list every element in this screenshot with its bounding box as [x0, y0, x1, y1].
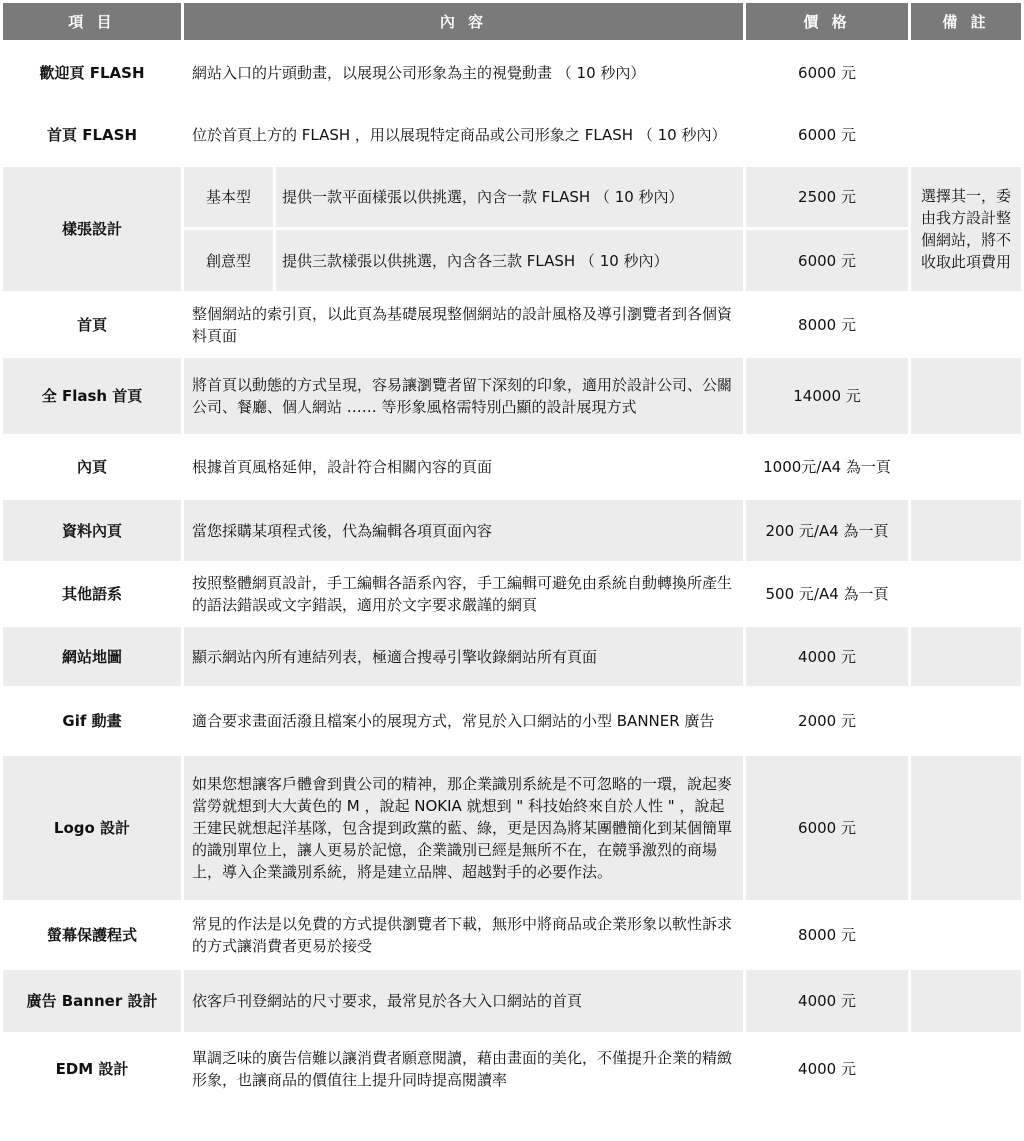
row-content: 適合要求畫面活潑且檔案小的展現方式，常見於入口網站的小型 BANNER 廣告: [184, 689, 743, 753]
row-price: 2500 元: [746, 167, 908, 227]
row-price: 8000 元: [746, 294, 908, 355]
row-item: 樣張設計: [3, 167, 181, 291]
table-header-row: [3, 3, 1021, 40]
table-row: [3, 627, 1021, 686]
row-note: [911, 756, 1021, 900]
header-content: 內 容: [184, 3, 743, 40]
row-content: 單調乏味的廣告信難以讓消費者願意閱讀，藉由畫面的美化，不僅提升企業的精緻形象，也讓商品的價值往上提升同時提高閱讀率: [184, 1035, 743, 1103]
row-note: [911, 437, 1021, 497]
table-row: [3, 105, 1021, 164]
row-content: 將首頁以動態的方式呈現，容易讓瀏覽者留下深刻的印象，適用於設計公司、公關公司、餐廳、個人網站 …… 等形象風格需特別凸顯的設計展現方式: [184, 358, 743, 434]
row-item: 全 Flash 首頁: [3, 358, 181, 434]
row-price: 500 元/A4 為一頁: [746, 564, 908, 624]
row-content: 顯示網站內所有連結列表，極適合搜尋引擎收錄網站所有頁面: [184, 627, 743, 686]
table-row: [3, 689, 1021, 753]
row-note: [911, 105, 1021, 164]
row-price: 4000 元: [746, 970, 908, 1032]
row-item: 其他語系: [3, 564, 181, 624]
sub-option-label: 基本型: [184, 167, 273, 227]
row-item: Gif 動畫: [3, 689, 181, 753]
row-content: 依客戶刊登網站的尺寸要求，最常見於各大入口網站的首頁: [184, 970, 743, 1032]
row-item: Logo 設計: [3, 756, 181, 900]
row-note: [911, 1035, 1021, 1103]
table-row: [3, 437, 1021, 497]
row-note: 選擇其一，委由我方設計整個網站，將不收取此項費用: [911, 167, 1021, 291]
table-row: [3, 1035, 1021, 1103]
row-note: [911, 903, 1021, 967]
header-item: 項 目: [3, 3, 181, 40]
header-price: 價 格: [746, 3, 908, 40]
row-note: [911, 564, 1021, 624]
table-row: [3, 970, 1021, 1032]
row-item: 網站地圖: [3, 627, 181, 686]
row-item: 資料內頁: [3, 500, 181, 561]
row-item: EDM 設計: [3, 1035, 181, 1103]
row-price: 6000 元: [746, 105, 908, 164]
row-price: 6000 元: [746, 756, 908, 900]
row-price: 6000 元: [746, 43, 908, 102]
row-content: 位於首頁上方的 FLASH ，用以展現特定商品或公司形象之 FLASH （ 10 秒內）: [184, 105, 743, 164]
sub-option-label: 創意型: [184, 230, 273, 291]
row-item: 內頁: [3, 437, 181, 497]
row-price: 6000 元: [746, 230, 908, 291]
table-row: [3, 564, 1021, 624]
row-item: 廣告 Banner 設計: [3, 970, 181, 1032]
row-note: [911, 689, 1021, 753]
row-price: 1000元/A4 為一頁: [746, 437, 908, 497]
row-price: 4000 元: [746, 1035, 908, 1103]
table-row: [3, 500, 1021, 561]
row-item: 螢幕保護程式: [3, 903, 181, 967]
row-content: 常見的作法是以免費的方式提供瀏覽者下載，無形中將商品或企業形象以軟性訴求的方式讓消費者更易於接受: [184, 903, 743, 967]
row-content: 網站入口的片頭動畫，以展現公司形象為主的視覺動畫 （ 10 秒內）: [184, 43, 743, 102]
table-row: [3, 167, 1021, 227]
table-row: [3, 903, 1021, 967]
row-note: [911, 500, 1021, 561]
row-price: 8000 元: [746, 903, 908, 967]
row-note: [911, 358, 1021, 434]
table-row: [3, 43, 1021, 102]
row-item: 首頁 FLASH: [3, 105, 181, 164]
row-price: 14000 元: [746, 358, 908, 434]
row-price: 2000 元: [746, 689, 908, 753]
table-row: [3, 756, 1021, 900]
row-content: 如果您想讓客戶體會到貴公司的精神，那企業識別系統是不可忽略的一環，說起麥當勞就想到大大黃色的 M ，說起 NOKIA 就想到 " 科技始終來自於人性 " ，說起王建民就想起洋基隊，包含提到政黨的藍、綠，更是因為將某團體簡化到某個簡單的識別單位上，讓人更易於記憶，企業識別已經是無所不在，在競爭激烈的商場上，導入企業識別系統，將是建立品牌、超越對手的必要作法。: [184, 756, 743, 900]
row-item: 歡迎頁 FLASH: [3, 43, 181, 102]
table-row: [3, 358, 1021, 434]
row-content: 當您採購某項程式後，代為編輯各項頁面內容: [184, 500, 743, 561]
sub-option-content: 提供三款樣張以供挑選，內含各三款 FLASH （ 10 秒內）: [276, 230, 743, 291]
row-note: [911, 627, 1021, 686]
row-item: 首頁: [3, 294, 181, 355]
row-price: 4000 元: [746, 627, 908, 686]
row-note: [911, 294, 1021, 355]
row-price: 200 元/A4 為一頁: [746, 500, 908, 561]
row-note: [911, 970, 1021, 1032]
row-note: [911, 43, 1021, 102]
row-content: 按照整體網頁設計，手工編輯各語系內容，手工編輯可避免由系統自動轉換所產生的語法錯誤或文字錯誤，適用於文字要求嚴謹的網頁: [184, 564, 743, 624]
row-content: 根據首頁風格延伸，設計符合相關內容的頁面: [184, 437, 743, 497]
sub-option-content: 提供一款平面樣張以供挑選，內含一款 FLASH （ 10 秒內）: [276, 167, 743, 227]
header-note: 備 註: [911, 3, 1021, 40]
table-row: [3, 294, 1021, 355]
row-content: 整個網站的索引頁，以此頁為基礎展現整個網站的設計風格及導引瀏覽者到各個資料頁面: [184, 294, 743, 355]
